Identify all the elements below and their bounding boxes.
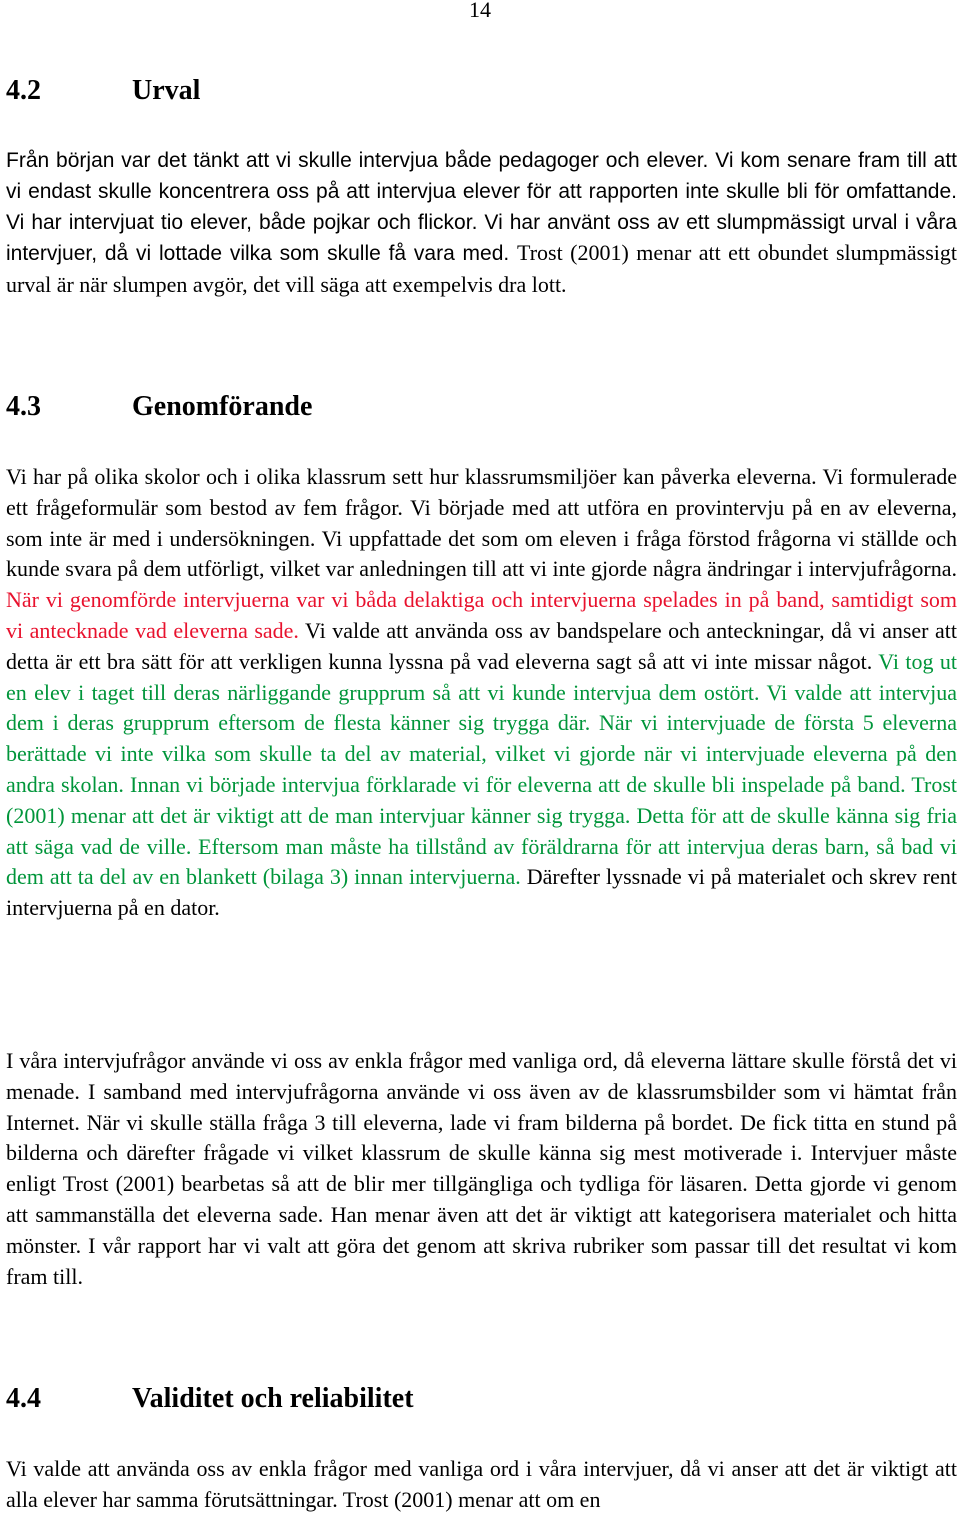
section-number: 4.2 [6, 75, 41, 106]
section-title: Urval [132, 75, 201, 106]
text-run: Trost (2001) menar att ett obundet slumpmässigt urval är när slumpen avgör, det vill säga att exempelvis dra lott. [6, 240, 957, 298]
text-run: Därefter lyssnade vi på materialet och skrev rent intervjuerna på en dator. [6, 864, 957, 921]
section-title: Genomförande [132, 391, 313, 422]
section-number: 4.4 [6, 1383, 41, 1414]
paragraph-genomforande-2 [6, 1046, 957, 1292]
paragraph-urval [6, 146, 957, 302]
page-number: 14 [469, 0, 491, 22]
text-run: Vi har på olika skolor och i olika klassrum sett hur klassrumsmiljöer kan påverka eleverna. Vi formulerade ett frågeformulär som bestod av fem frågor. Vi började med att utföra en provintervju på en av eleverna, som inte är med i undersökningen. Vi uppfattade det som om eleven i fråga förstod frågorna vi ställde och kunde svara på dem utförligt, vilket var anledningen till att vi inte gjorde några ändringar i intervjufrågorna. [6, 464, 957, 582]
text-run: Vi valde att använda oss av enkla frågor med vanliga ord i våra intervjuer, då vi anser att det är viktigt att alla elever har samma förutsättningar. Trost (2001) menar att om en [6, 1456, 957, 1512]
text-run: Vi valde att använda oss av bandspelare och anteckningar, då vi anser att detta är ett bra sätt för att verkligen kunna lyssna på vad eleverna sagt så att vi inte missar något. [6, 617, 957, 674]
text-run: Från början var det tänkt att vi skulle intervjua både pedagoger och elever. Vi kom senare fram till att vi endast skulle koncentrera oss på att intervjua elever för att rapporten inte skulle bli för omfattande. Vi har intervjuat tio elever, både pojkar och flickor. Vi har använt oss av ett slumpmässigt urval i våra intervjuer, då vi lottade vilka som skulle få vara med. [6, 149, 957, 266]
section-heading-urval [6, 74, 200, 108]
text-run: I våra intervjufrågor använde vi oss av enkla frågor med vanliga ord, då eleverna lättare skulle förstå det vi menade. I samband med intervjufrågorna använde vi oss även av de klassrumsbilder som vi hämtat från Internet. När vi skulle ställa fråga 3 till eleverna, lade vi fram bilderna på bordet. De fick titta en stund på bilderna och därefter frågade vi vilket klassrum de skulle känna sig mest motiverade i. Intervjuer måste enligt Trost (2001) bearbetas så att de blir mer tillgängliga och tydliga för läsaren. Detta gjorde vi genom att sammanställa det eleverna sade. Han menar även att det är viktigt att kategorisera materialet och hitta mönster. I vår rapport har vi valt att göra det genom att skriva rubriker som passar till det resultat vi kom fram till. [6, 1048, 957, 1289]
paragraph-genomforande-1 [6, 462, 957, 924]
text-run-highlight-red: När vi genomförde intervjuerna var vi båda delaktiga och intervjuerna spelades in på band, samtidigt som vi antecknade vad eleverna sade. [6, 587, 957, 643]
text-run-highlight-green: Vi tog ut en elev i taget till deras närliggande grupprum så att vi kunde intervjua dem ostört. Vi valde att intervjua dem i deras grupprum eftersom de flesta känner sig trygga där. När vi intervjuade de första 5 eleverna berättade vi inte vilka som skulle ta del av material, vilket vi gjorde när vi intervjuade eleverna på den andra skolan. Innan vi började intervjua förklarade vi för eleverna att de skulle bli inspelade på band. Trost (2001) menar att det är viktigt att de man intervjuar känner sig trygga. Detta för att de skulle känna sig fria att säga vad de ville. Eftersom man måste ha tillstånd av föräldrarna för att intervjua deras barn, så bad vi dem att ta del av en blankett (bilaga 3) innan intervjuerna. [6, 648, 958, 890]
section-title: Validitet och reliabilitet [132, 1383, 414, 1414]
paragraph-validitet [6, 1454, 957, 1516]
section-heading-genomforande [6, 390, 312, 424]
section-number: 4.3 [6, 391, 41, 422]
section-heading-validitet [6, 1382, 414, 1416]
